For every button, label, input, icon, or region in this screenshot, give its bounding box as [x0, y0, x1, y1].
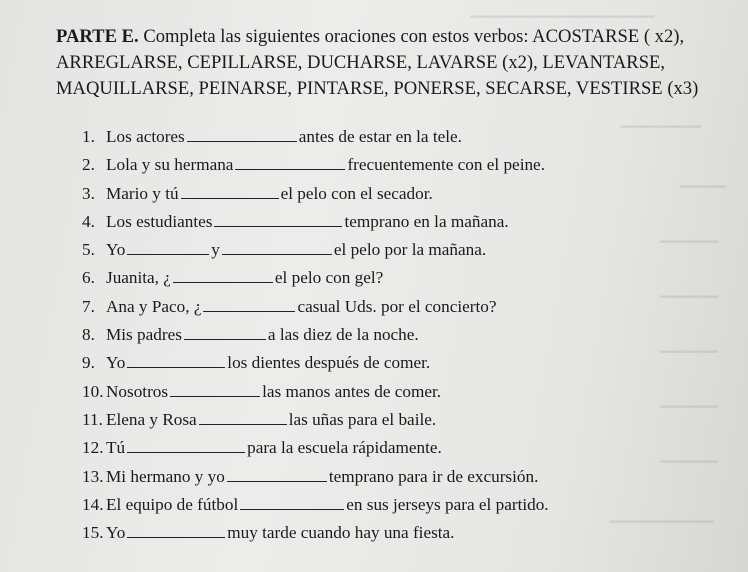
sentence-text: en sus jerseys para el partido. — [346, 494, 549, 514]
bleed-through-text: ▁▁▁▁▁▁▁▁▁▁▁▁▁▁▁▁ — [470, 2, 655, 18]
sentence-text: Mario y tú — [106, 183, 179, 203]
sentence-text: para la escuela rápidamente. — [247, 438, 442, 458]
sentence-text: Mi hermano y yo — [106, 466, 225, 486]
item-number: 8. — [82, 325, 95, 345]
sentence-text: El equipo de fútbol — [106, 494, 239, 514]
answer-blank[interactable] — [199, 408, 287, 425]
sentence-text: Ana y Paco, ¿ — [106, 296, 202, 316]
part-label: PARTE E. — [56, 26, 139, 47]
sentence-text: muy tarde cuando hay una fiesta. — [227, 523, 455, 543]
sentence-text: Yo — [106, 353, 126, 373]
answer-blank[interactable] — [127, 521, 225, 538]
answer-blank[interactable] — [127, 351, 225, 368]
sentence-item — [82, 491, 549, 519]
sentence-text: casual Uds. por el concierto? — [297, 296, 497, 316]
bleed-through-text: ▁▁▁▁ — [680, 172, 727, 188]
sentence-text: Los actores — [106, 127, 185, 146]
sentence-text: Nosotros — [106, 381, 169, 401]
sentence-text: y — [211, 240, 220, 260]
exercise-heading — [56, 24, 746, 102]
item-number: 14. — [82, 494, 104, 514]
sentence-text: a las diez de la noche. — [267, 325, 419, 345]
sentence-list — [82, 123, 549, 547]
item-number: 7. — [82, 296, 95, 316]
item-number: 4. — [82, 211, 95, 231]
sentence-item — [82, 208, 549, 236]
sentence-item — [82, 406, 549, 434]
sentence-item — [82, 293, 549, 321]
bleed-through-text: ▁▁▁▁▁ — [660, 227, 718, 243]
sentence-text: Juanita, ¿ — [106, 268, 171, 288]
item-number: 11. — [82, 409, 103, 429]
answer-blank[interactable] — [227, 465, 327, 482]
item-number: 6. — [82, 268, 95, 288]
item-number: 10. — [82, 381, 104, 401]
sentence-item — [82, 151, 549, 179]
answer-blank[interactable] — [240, 493, 344, 510]
sentence-item — [82, 519, 549, 547]
answer-blank[interactable] — [214, 210, 342, 227]
item-number: 12. — [82, 438, 104, 458]
sentence-text: Lola y su hermana — [106, 155, 234, 175]
answer-blank[interactable] — [203, 295, 295, 312]
item-number: 9. — [82, 353, 95, 373]
item-number: 2. — [82, 155, 95, 175]
item-number: 3. — [82, 183, 95, 203]
sentence-item — [82, 180, 549, 208]
sentence-text: Los estudiantes — [106, 211, 213, 231]
item-number: 15. — [82, 523, 104, 543]
sentence-text: el pelo por la mañana. — [333, 240, 487, 260]
bleed-through-text: ▁▁▁▁▁▁▁▁▁ — [610, 507, 714, 523]
sentence-text: frecuentemente con el peine. — [347, 155, 545, 175]
sentence-text: las manos antes de comer. — [262, 381, 442, 401]
sentence-text: el pelo con gel? — [274, 268, 384, 288]
answer-blank[interactable] — [187, 125, 297, 142]
sentence-text: Mis padres — [106, 325, 182, 345]
sentence-text: temprano en la mañana. — [344, 211, 509, 231]
sentence-item — [82, 378, 549, 406]
sentence-item — [82, 264, 549, 292]
answer-blank[interactable] — [170, 380, 260, 397]
sentence-item — [82, 463, 549, 491]
sentence-text: las uñas para el baile. — [288, 409, 437, 429]
item-number: 5. — [82, 240, 95, 260]
bleed-through-text: ▁▁▁▁▁ — [660, 337, 718, 353]
answer-blank[interactable] — [184, 323, 266, 340]
sentence-text: Tú — [106, 438, 126, 458]
item-number: 1. — [82, 127, 95, 146]
bleed-through-text: ▁▁▁▁▁▁▁ — [620, 112, 701, 128]
sentence-item — [82, 236, 549, 264]
answer-blank[interactable] — [127, 238, 209, 255]
sentence-text: Yo — [106, 240, 126, 260]
item-number: 13. — [82, 466, 104, 486]
answer-blank[interactable] — [222, 238, 332, 255]
sentence-item — [82, 434, 549, 462]
sentence-item — [82, 321, 549, 349]
sentence-text: los dientes después de comer. — [227, 353, 431, 373]
sentence-item — [82, 123, 549, 151]
answer-blank[interactable] — [127, 436, 245, 453]
sentence-text: Yo — [106, 523, 126, 543]
answer-blank[interactable] — [181, 182, 279, 199]
bleed-through-text: ▁▁▁▁▁ — [660, 392, 718, 408]
bleed-through-text: ▁▁▁▁▁ — [660, 282, 718, 298]
answer-blank[interactable] — [173, 266, 273, 283]
answer-blank[interactable] — [235, 153, 345, 170]
instructions-text: Completa las siguientes oraciones con estos verbos: ACOSTARSE ( x2), ARREGLARSE, CEPILLARSE, DUCHARSE, LAVARSE (x2), LEVANTARSE, MAQUILLARSE, PEINARSE, PINTARSE, PONERSE, SECARSE, VESTIRSE (x3) — [56, 26, 699, 99]
sentence-text: temprano para ir de excursión. — [328, 466, 539, 486]
sentence-text: antes de estar en la tele. — [298, 127, 462, 146]
sentence-text: Elena y Rosa — [106, 409, 197, 429]
bleed-through-text: ▁▁▁▁▁ — [660, 447, 718, 463]
sentence-text: el pelo con el secador. — [280, 183, 433, 203]
sentence-item — [82, 349, 549, 377]
